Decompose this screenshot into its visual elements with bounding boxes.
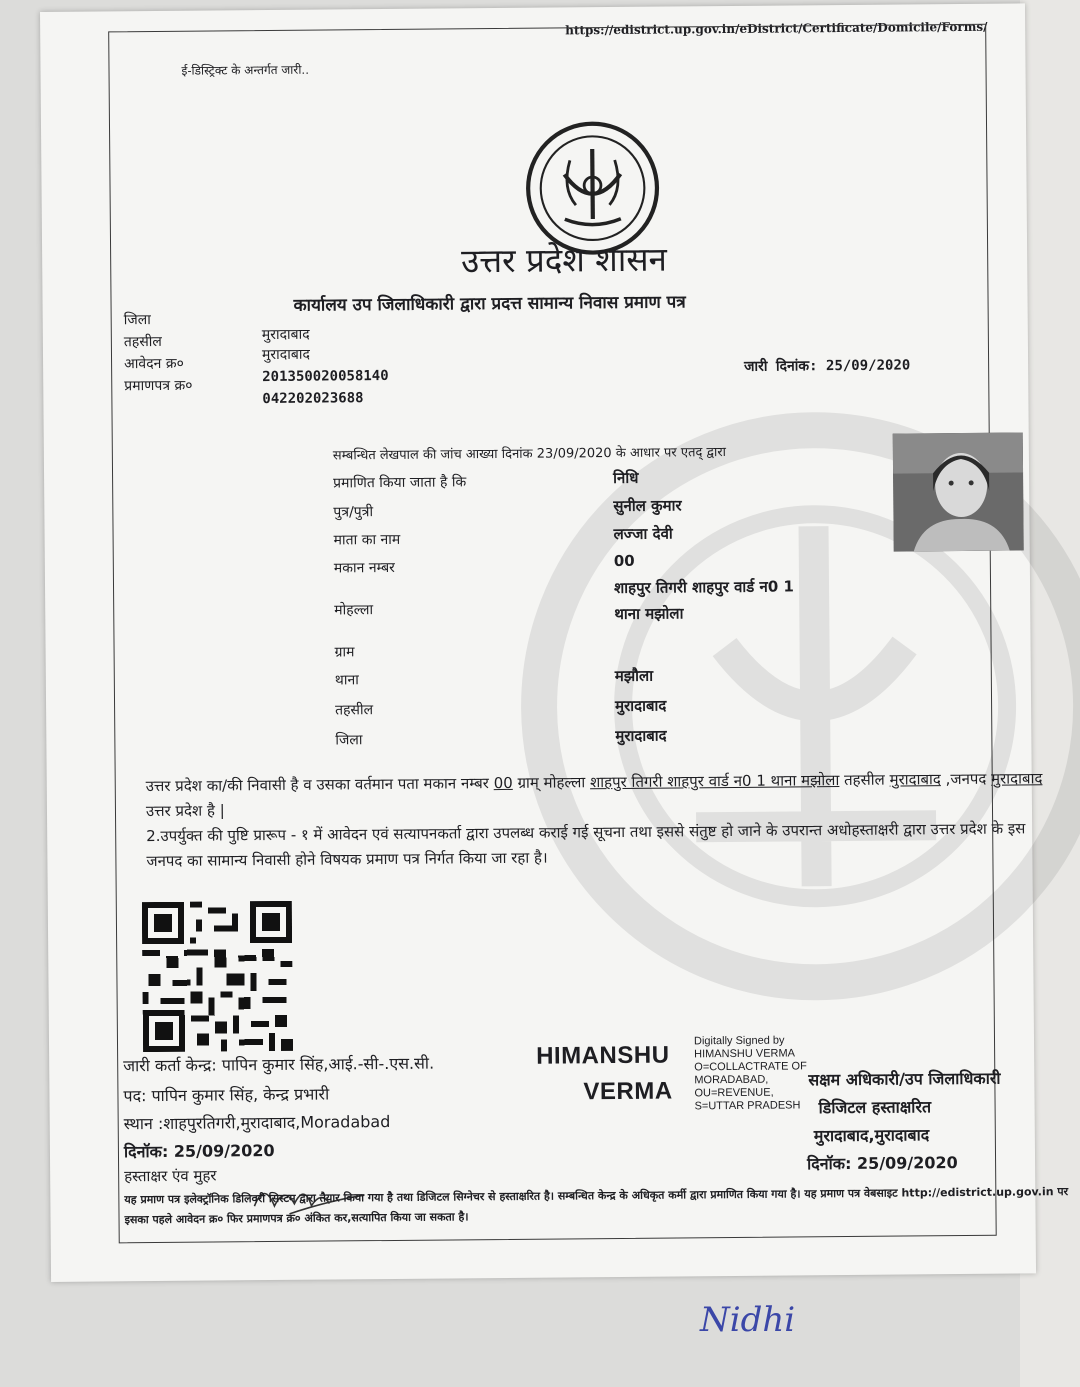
certificate-frame: [108, 24, 1069, 1244]
certificate-no-label: प्रमाणपत्र क्र०: [124, 377, 193, 395]
confirmation-paragraph: 2.उपर्युक्त की पुष्टि प्रारूप - १ में आवेदन एवं सत्यापनकर्ता द्वारा उपलब्ध कराई गई सूचना तथा इससे संतुष्ट हो जाने के उपरान्त अधोहस्ताक्षरी द्वारा उत्तर प्रदेश के इस जनपद का सामान्य निवासी होने विषयक प्रमाण पत्र निर्गत किया जा रहा है।: [146, 819, 1026, 871]
signer-name-line2: VERMA: [583, 1077, 673, 1106]
mother-value: लज्जा देवी: [613, 524, 673, 544]
mohalla-value-line2: थाना मझोला: [614, 604, 684, 624]
applicant-photo: [893, 432, 1024, 551]
application-no-label: आवेदन क्र०: [124, 355, 184, 373]
certificate-sheet: [40, 3, 1069, 1282]
issue-date: जारी दिनांक: 25/09/2020: [744, 357, 911, 375]
applicant-name: निधि: [613, 468, 639, 488]
para-address: शाहपुर तिगरी शाहपुर वार्ड न0 1 थाना मझोला: [589, 771, 840, 792]
residence-paragraph: [146, 766, 1046, 824]
thana-label: थाना: [334, 672, 359, 689]
para-text-a: उत्तर प्रदेश का/की निवासी है व उसका वर्तमान पता मकान नम्बर: [145, 774, 489, 796]
issuer-date: दिनॉक: 25/09/2020: [123, 1140, 275, 1162]
edistrict-line: ई-डिस्ट्रिक्ट के अन्तर्गत जारी..: [181, 62, 310, 78]
footer-note: यह प्रमाण पत्र इलेक्ट्रॉनिक डिलिवरी सिस्टम द्वारा तैयार किया गया है तथा डिजिटल सिग्नेचर से हस्ताक्षरित है। सम्बन्धित केन्द्र के अधिकृत कर्मी द्वारा प्रमाणित किया गया है। यह प्रमाण पत्र वेबसाइट http://edistrict.up.gov.in पर इसका पहले आवेदन क्र० फिर प्रमाणपत्र क्र० अंकित कर,सत्यापित किया जा सकता है।: [124, 1185, 1069, 1227]
handwritten-name: Nidhi: [700, 1300, 796, 1340]
sign-and-seal-label: हस्ताक्षर एंव मुहर: [124, 1166, 217, 1186]
mother-label: माता का नाम: [333, 531, 401, 549]
para-text-c: तहसील: [844, 770, 885, 790]
district-label: जिला: [123, 312, 151, 329]
certificate-no-value: 042202023688: [262, 390, 364, 408]
issuer-place: स्थान :शाहपुरतिगरी,मुरादाबाद,Moradabad: [123, 1111, 391, 1134]
house-no-label: मकान नम्बर: [333, 559, 395, 577]
signer-name-line1: HIMANSHU: [536, 1041, 670, 1070]
issuer-center: जारी कर्ता केन्द्र: पापिन कुमार सिंह,आई.-सी-.एस.सी.: [123, 1053, 435, 1076]
tehsil2-value: मुरादाबाद: [614, 696, 667, 716]
district2-value: मुरादाबाद: [615, 726, 667, 746]
tehsil-label: तहसील: [123, 333, 162, 351]
certified-label: प्रमाणित किया जाता है कि: [333, 474, 467, 492]
authority-line2: डिजिटल हस्ताक्षरित: [818, 1097, 932, 1118]
qr-code-icon[interactable]: [142, 901, 293, 1052]
application-no-value: 201350020058140: [262, 367, 389, 386]
district2-label: जिला: [335, 732, 363, 749]
authority-line3: मुरादाबाद,मुरादाबाद: [813, 1125, 930, 1146]
issuer-post: पद: पापिन कुमार सिंह, केन्द्र प्रभारी: [123, 1084, 330, 1106]
tehsil2-label: तहसील: [335, 702, 374, 719]
house-no-value: 00: [613, 551, 635, 571]
para-house-no: 00: [493, 773, 513, 793]
village-label: ग्राम: [334, 644, 355, 661]
para-district: मुरादाबाद: [991, 769, 1043, 788]
authority-date: दिनॉक: 25/09/2020: [806, 1153, 958, 1174]
govt-title: उत्तर प्रदेश शासन: [461, 239, 668, 281]
para-text-e: उत्तर प्रदेश है |: [145, 801, 225, 821]
source-url[interactable]: https://edistrict.up.gov.in/eDistrict/Certificate/Domicile/Forms/: [565, 19, 988, 38]
para-text-d: ,जनपद: [945, 769, 987, 789]
mohalla-label: मोहल्ला: [334, 602, 374, 619]
parent-value: सुनील कुमार: [613, 496, 682, 516]
certificate-title: कार्यालय उप जिलाधिकारी द्वारा प्रदत्त सामान्य निवास प्रमाण पत्र: [293, 292, 686, 316]
parent-label: पुत्र/पुत्री: [333, 504, 374, 521]
para-text-b: ग्राम् मोहल्ला: [517, 773, 586, 792]
intro-line: सम्बन्धित लेखपाल की जांच आख्या दिनांक 23/09/2020 के आधार पर एतद् द्वारा: [332, 445, 727, 464]
applicant-portrait-icon: [893, 432, 1024, 551]
thana-value: मझौला: [614, 666, 654, 686]
district-value: मुरादाबाद: [261, 326, 310, 344]
para-tehsil: मुरादाबाद: [889, 770, 941, 789]
tehsil-value: मुरादाबाद: [261, 346, 310, 364]
authority-line1: सक्षम अधिकारी/उप जिलाधिकारी: [808, 1068, 1001, 1090]
mohalla-value-line1: शाहपुर तिगरी शाहपुर वार्ड न0 1: [613, 577, 794, 598]
digital-signature-details: Digitally Signed by HIMANSHU VERMA O=COLLACTRATE OF MORADABAD, OU=REVENUE, S=UTTAR PRADESH: [693, 1034, 807, 1113]
